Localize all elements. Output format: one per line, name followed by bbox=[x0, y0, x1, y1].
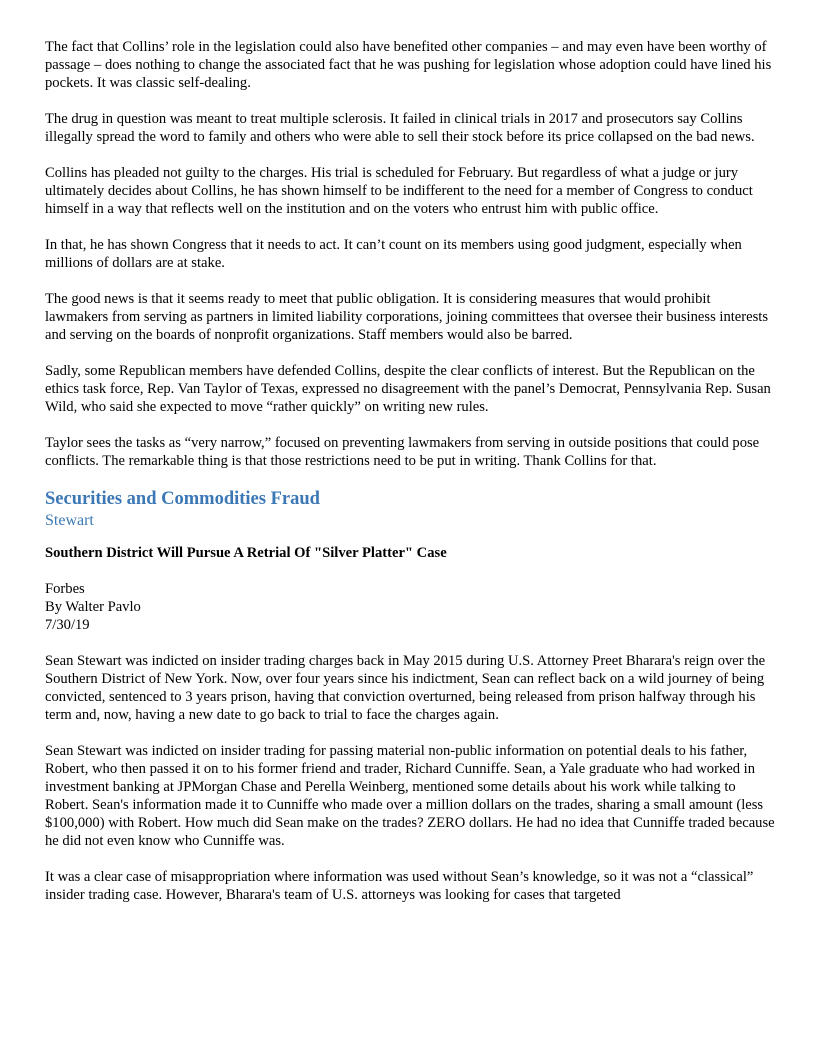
article-paragraph-3: It was a clear case of misappropriation where information was used without Sean’s knowledge, so it was not a “classical” insider trading case. However, Bharara's team of U.S. attorneys was looking for cases that targeted bbox=[45, 869, 754, 903]
article-title: Southern District Will Pursue A Retrial Of "Silver Platter" Case bbox=[45, 545, 447, 561]
section-subheading: Stewart bbox=[45, 512, 94, 529]
article-meta bbox=[45, 580, 775, 634]
document-page bbox=[45, 38, 775, 922]
intro-paragraph-5: The good news is that it seems ready to meet that public obligation. It is considering measures that would prohibit lawmakers from serving as partners in limited liability corporations, joining committees that oversee their business interests and serving on the boards of nonprofit organizations. Staff members would also be barred. bbox=[45, 291, 769, 343]
intro-paragraph-1: The fact that Collins’ role in the legislation could also have benefited other companies – and may even have been worthy of passage – does nothing to change the associated fact that he was pushing for legislation whose adoption could have lined his pockets. It was classic self-dealing. bbox=[45, 39, 772, 91]
intro-paragraph-3: Collins has pleaded not guilty to the charges. His trial is scheduled for February. But regardless of what a judge or jury ultimately decides about Collins, he has shown himself to be indifferent to the need for a member of Congress to conduct himself in a way that reflects well on the institution and on the voters who entrust him with public office. bbox=[45, 165, 753, 217]
article-date: 7/30/19 bbox=[45, 617, 90, 633]
intro-paragraph-6: Sadly, some Republican members have defended Collins, despite the clear conflicts of interest. But the Republican on the ethics task force, Rep. Van Taylor of Texas, expressed no disagreement with the panel’s Democrat, Pennsylvania Rep. Susan Wild, who said she expected to move “rather quickly” on writing new rules. bbox=[45, 363, 771, 415]
article-paragraph-1: Sean Stewart was indicted on insider trading charges back in May 2015 during U.S. Attorney Preet Bharara's reign over the Southern District of New York. Now, over four years since his indictment, Sean can reflect back on a wild journey of being convicted, sentenced to 3 years prison, having that conviction overturned, being released from prison halfway through his term and, now, having a new date to go back to trial to face the charges again. bbox=[45, 653, 766, 723]
section-heading: Securities and Commodities Fraud bbox=[45, 489, 320, 509]
article-byline: By Walter Pavlo bbox=[45, 599, 141, 615]
intro-paragraph-7: Taylor sees the tasks as “very narrow,” focused on preventing lawmakers from serving in outside positions that could pose conflicts. The remarkable thing is that those restrictions need to be put in writing. Thank Collins for that. bbox=[45, 435, 760, 469]
intro-paragraph-2: The drug in question was meant to treat multiple sclerosis. It failed in clinical trials in 2017 and prosecutors say Collins illegally spread the word to family and others who were able to sell their stock before its price collapsed on the bad news. bbox=[45, 111, 755, 145]
intro-paragraph-4: In that, he has shown Congress that it needs to act. It can’t count on its members using good judgment, especially when millions of dollars are at stake. bbox=[45, 237, 742, 271]
article-source: Forbes bbox=[45, 581, 85, 597]
article-paragraph-2: Sean Stewart was indicted on insider trading for passing material non-public information on potential deals to his father, Robert, who then passed it on to his former friend and trader, Richard Cunniffe. Sean, a Yale graduate who had worked in investment banking at JPMorgan Chase and Perella Weinberg, mentioned some details about his work while talking to Robert. Sean's information made it to Cunniffe who made over a million dollars on the trades, sharing a small amount (less $100,000) with Robert. How much did Sean make on the trades? ZERO dollars. He had no idea that Cunniffe traded because he did not even know who Cunniffe was. bbox=[45, 743, 775, 849]
